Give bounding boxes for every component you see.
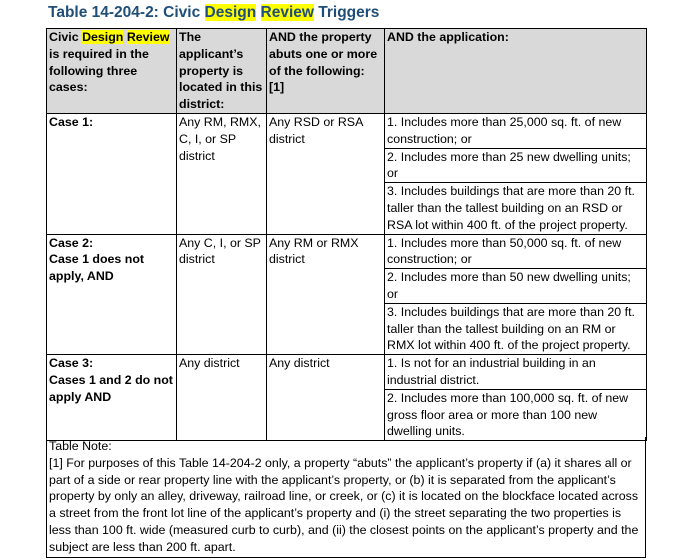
- table-row: [47, 355, 647, 441]
- header-application: AND the application:: [385, 29, 647, 114]
- criteria-item: 1. Includes more than 50,000 sq. ft. of new construction; or: [385, 235, 646, 270]
- case-label-line: apply, AND: [49, 269, 114, 284]
- district-cell: Any district: [177, 355, 267, 441]
- triggers-table: [46, 28, 647, 441]
- header-district: The applicant’s property is located in this district:: [177, 29, 267, 114]
- criteria-cell: [385, 234, 647, 355]
- table-note-text: [1] For purposes of this Table 14-204-2 only, a property “abuts” the applicant’s property if (a) it shares all or part of a side or rear property line with the applicant’s property, or (b) it is separated from the applicant’s property by only an alley, driveway, railroad line, or creek, or (c) it is located on the blockface located across a street from the front lot line of the applicant’s property and (i) the street separating the two properties is less than 100 ft. wide (measured curb to curb), and (ii) the closest points on the applicant’s property and the subject are less than 200 ft. apart.: [49, 455, 639, 554]
- header-row: [47, 29, 647, 114]
- title-suffix: Triggers: [313, 4, 380, 21]
- header-highlight-review: Review: [126, 30, 170, 44]
- table-row: [47, 113, 647, 234]
- case-label-line: Case 1:: [49, 114, 94, 129]
- criteria-item: 2. Includes more than 50 new dwelling units; or: [385, 269, 646, 304]
- case-label-line: apply AND: [49, 389, 112, 404]
- criteria-item: 2. Includes more than 25 new dwelling units; or: [385, 149, 646, 184]
- title-highlight-design: Design: [204, 4, 257, 21]
- case-cell: [47, 113, 177, 234]
- title-prefix: Table 14-204-2: Civic: [48, 4, 205, 21]
- case-label-line: Case 1 does not: [49, 252, 145, 267]
- table-title: [48, 4, 379, 22]
- abuts-cell: Any RSD or RSA district: [267, 113, 385, 234]
- criteria-item: 1. Is not for an industrial building in an industrial district.: [385, 355, 646, 390]
- criteria-item: 1. Includes more than 25,000 sq. ft. of new construction; or: [385, 114, 646, 149]
- abuts-cell: Any district: [267, 355, 385, 441]
- case-cell: [47, 234, 177, 355]
- table-note: [46, 437, 646, 558]
- case-label-line: Cases 1 and 2 do not: [49, 372, 173, 387]
- title-highlight-review: Review: [260, 4, 314, 21]
- header-cases-post: is required in the following three cases:: [49, 46, 149, 95]
- header-abuts: AND the property abuts one or more of the following: [1]: [267, 29, 385, 114]
- header-cases: [47, 29, 177, 114]
- header-cases-pre: Civic: [49, 30, 83, 44]
- criteria-cell: [385, 113, 647, 234]
- table-note-heading: Table Note:: [49, 439, 112, 453]
- criteria-cell: [385, 355, 647, 441]
- criteria-item: 2. Includes more than 100,000 sq. ft. of new gross floor area or more than 100 new dwelling units.: [387, 390, 629, 439]
- table-row: [47, 234, 647, 355]
- district-cell: Any RM, RMX, C, I, or SP district: [177, 113, 267, 234]
- criteria-item: 3. Includes buildings that are more than 20 ft. taller than the tallest building on an RSD or RSA lot within 400 ft. of the project property.: [387, 184, 635, 232]
- case-cell: [47, 355, 177, 441]
- header-highlight-design: Design: [82, 30, 124, 44]
- criteria-item: 3. Includes buildings that are more than 20 ft. taller than the tallest building on an RM or RMX lot within 400 ft. of the project property.: [387, 304, 635, 353]
- district-cell: Any C, I, or SP district: [177, 234, 267, 355]
- abuts-cell: Any RM or RMX district: [267, 234, 385, 355]
- case-label-line: Case 3:: [49, 356, 94, 371]
- title-space: [256, 4, 260, 21]
- case-label-line: Case 2:: [49, 235, 94, 250]
